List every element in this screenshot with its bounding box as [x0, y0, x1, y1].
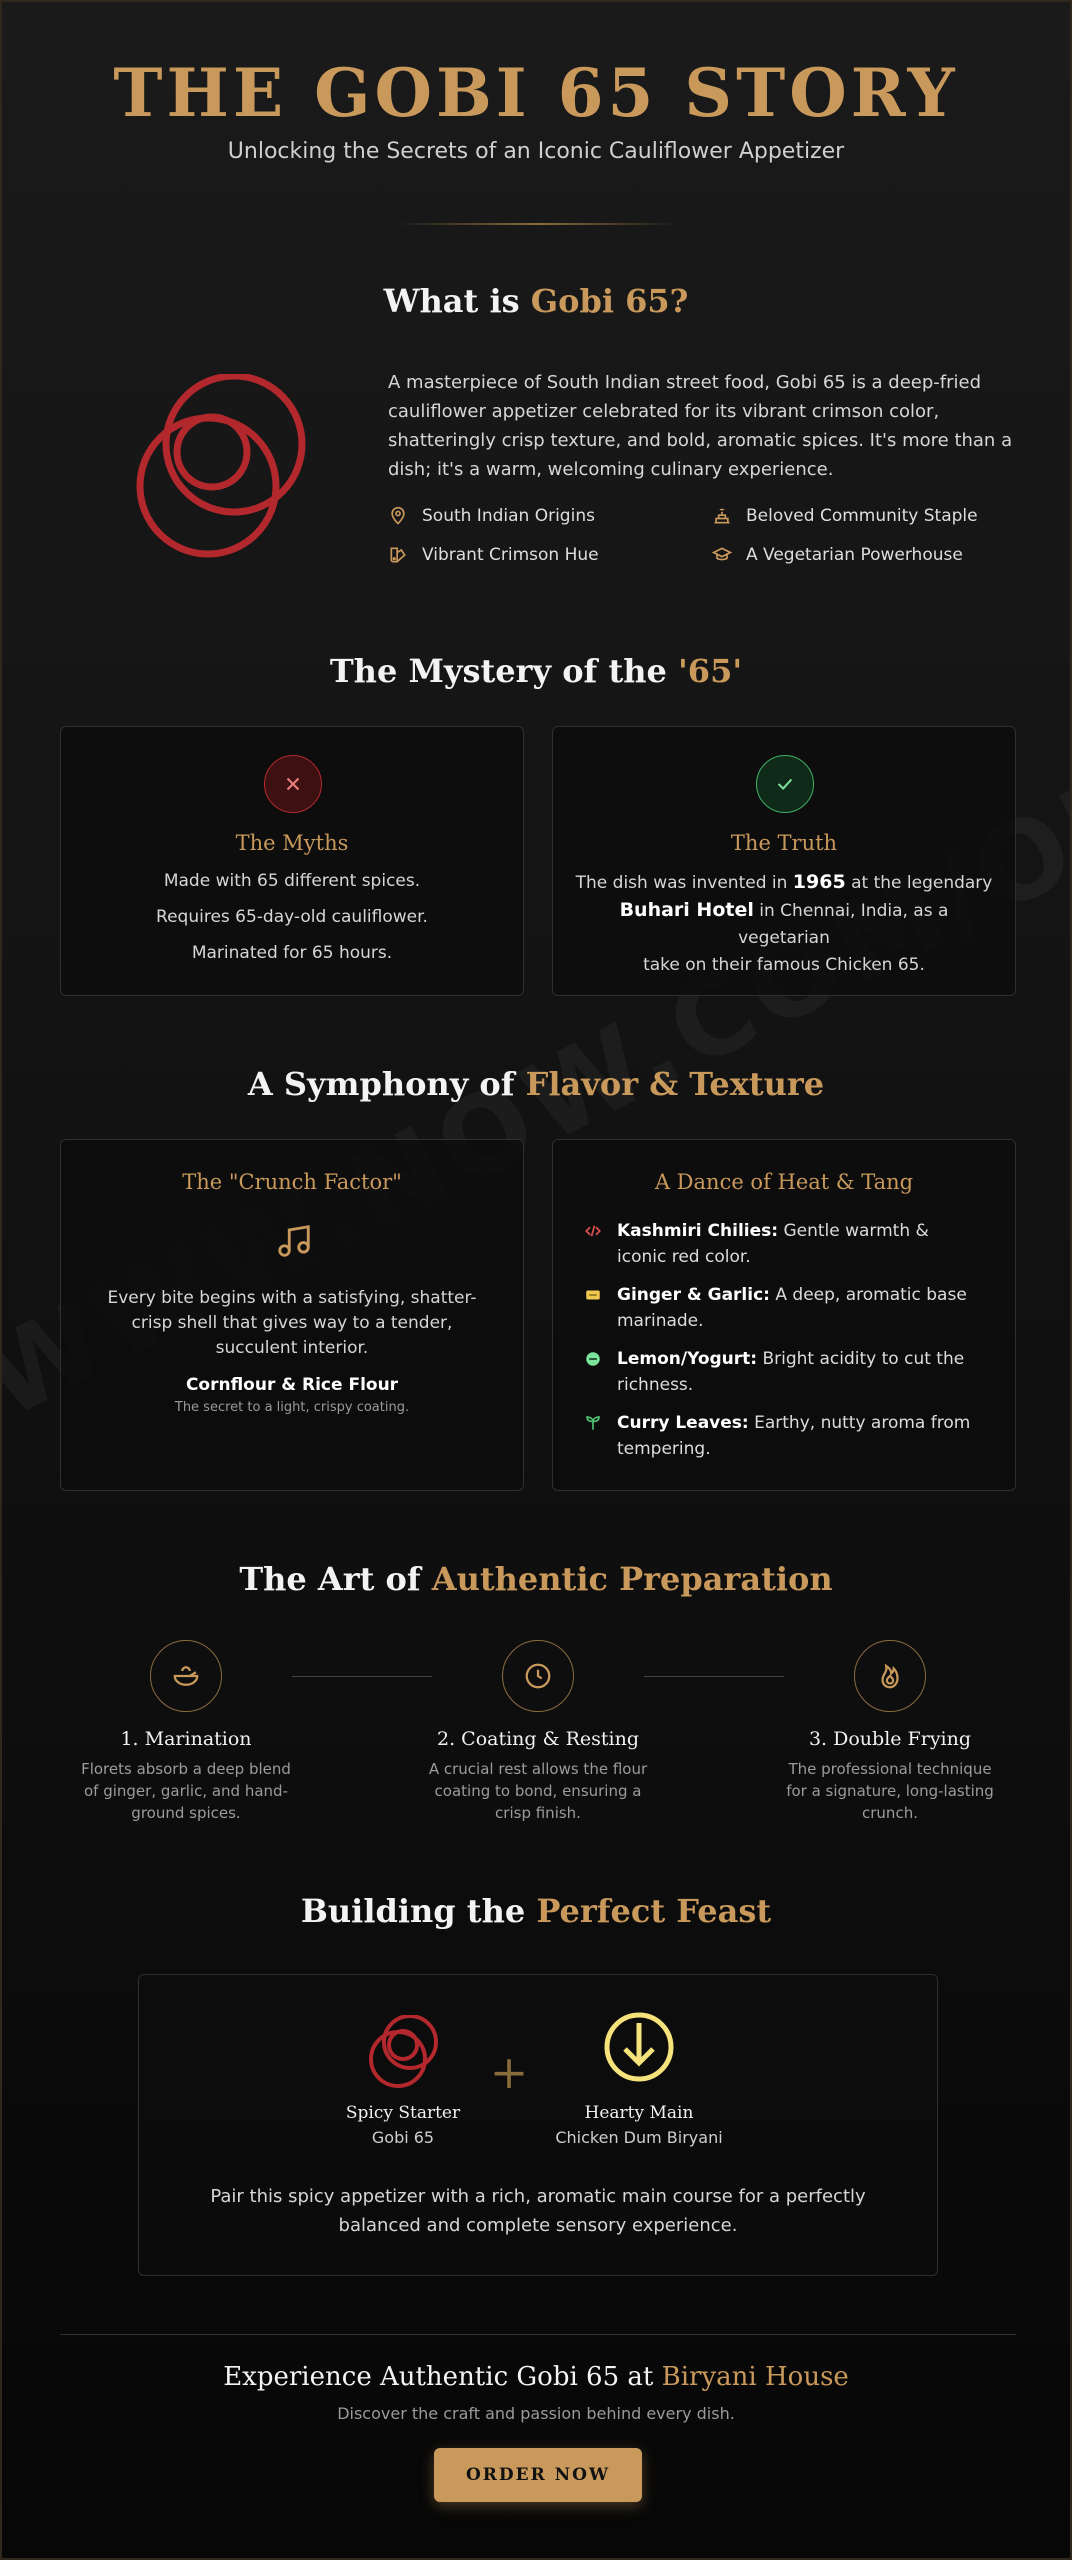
hero-subtitle: Unlocking the Secrets of an Iconic Cauliflower Appetizer [227, 139, 845, 164]
what-is-paragraph: A masterpiece of South Indian street food, Gobi 65 is a deep-fried cauliflower appetizer celebrated for its vibrant crimson color, shatteringly crisp texture, and bold, aromatic spices. It's more than a dish; it's a warm, welcoming culinary experience. [388, 372, 1013, 480]
leaf-sprout-icon [583, 1410, 603, 1436]
crunch-bold: Cornflour & Rice Flour [185, 1375, 399, 1395]
what-is-title-highlight: Gobi 65? [530, 282, 689, 320]
truth-year: 1965 [792, 871, 846, 893]
feature-vegetarian [712, 545, 963, 565]
truth-text-part: The dish was invented in [575, 873, 793, 893]
download-circle-icon [601, 2009, 677, 2085]
art-title-highlight: Authentic Preparation [431, 1560, 833, 1598]
step-desc: A crucial rest allows the flour coating to bond, ensuring a crisp finish. [428, 1760, 648, 1822]
truth-text-part: at the legendary [845, 873, 993, 893]
step-title: 2. Coating & Resting [437, 1728, 639, 1750]
lemon-icon [583, 1346, 603, 1372]
myth-item: Made with 65 different spices. [163, 871, 421, 891]
what-is-title [2, 282, 1070, 320]
feature-label: A Vegetarian Powerhouse [746, 545, 963, 565]
truth-text [553, 869, 1015, 979]
myth-item: Requires 65-day-old cauliflower. [156, 907, 428, 927]
graduation-cap-icon [712, 545, 732, 565]
close-icon [282, 773, 304, 795]
feature-label: Beloved Community Staple [746, 506, 978, 526]
ticket-icon [583, 1282, 603, 1308]
myth-item: Marinated for 65 hours. [191, 943, 393, 963]
plus-icon: + [489, 2045, 529, 2099]
step-connector [644, 1676, 784, 1677]
gobi-rings-icon [363, 2015, 443, 2091]
flavor-desc: Earthy, nutty aroma from tempering. [617, 1413, 971, 1459]
art-title [2, 1560, 1070, 1598]
feast-desc: Pair this spicy appetizer with a rich, aromatic main course for a perfectly balanced and complete sensory experience. [210, 2186, 866, 2236]
cta-title [2, 2362, 1070, 2392]
feast-title [2, 1892, 1070, 1930]
mystery-title [2, 652, 1070, 690]
heat-tang-title: A Dance of Heat & Tang [654, 1170, 914, 1194]
crunch-title: The "Crunch Factor" [182, 1170, 402, 1194]
frying-step-icon [854, 1640, 926, 1712]
art-title-prefix: The Art of [239, 1560, 432, 1598]
flavor-name: Kashmiri Chilies: [617, 1221, 779, 1241]
feast-card [138, 1974, 938, 2276]
step-title: 1. Marination [120, 1728, 252, 1750]
step-desc: The professional technique for a signature, long-lasting crunch. [786, 1760, 994, 1822]
feature-label: Vibrant Crimson Hue [422, 545, 599, 565]
clock-icon [523, 1661, 553, 1691]
myths-card [60, 726, 524, 996]
flavor-item-lemon-yogurt [583, 1346, 983, 1398]
heat-tang-card [552, 1139, 1016, 1491]
flavor-item-chilies [583, 1218, 983, 1270]
step-connector [292, 1676, 432, 1677]
flavor-item-ginger-garlic [583, 1282, 983, 1334]
flavor-name: Ginger & Garlic: [617, 1285, 770, 1305]
crunch-card [60, 1139, 524, 1491]
chili-code-icon [583, 1218, 603, 1244]
feast-title-prefix: Building the [300, 1892, 537, 1930]
cta-subtitle: Discover the craft and passion behind every dish. [337, 2404, 735, 2423]
truth-title: The Truth [730, 831, 838, 855]
map-pin-icon [388, 506, 408, 526]
flavor-desc: A deep, aromatic base marinade. [617, 1285, 967, 1331]
symphony-title [2, 1065, 1070, 1103]
what-is-title-prefix: What is [383, 282, 531, 320]
step-desc: Florets absorb a deep blend of ginger, garlic, and hand-ground spices. [81, 1760, 291, 1822]
feast-title-highlight: Perfect Feast [536, 1892, 772, 1930]
myth-badge [264, 755, 322, 813]
myths-title: The Myths [235, 831, 349, 855]
order-now-button[interactable]: ORDER NOW [434, 2448, 642, 2502]
truth-badge [756, 755, 814, 813]
main-name: Chicken Dum Biryani [555, 2128, 723, 2147]
truth-place: Buhari Hotel [619, 899, 754, 921]
step-title: 3. Double Frying [808, 1728, 972, 1750]
feature-south-indian-origins [388, 506, 595, 526]
feature-crimson-hue [388, 545, 599, 565]
main-label: Hearty Main [584, 2103, 694, 2123]
truth-card [552, 726, 1016, 996]
hero-title: THE GOBI 65 STORY [113, 54, 959, 132]
footer-divider [60, 2334, 1016, 2335]
marination-step-icon [150, 1640, 222, 1712]
truth-text-part: take on their famous Chicken 65. [643, 955, 925, 975]
flavor-desc: Bright acidity to cut the richness. [617, 1349, 965, 1395]
flavor-desc: Gentle warmth & iconic red color. [617, 1221, 929, 1267]
flame-icon [875, 1661, 905, 1691]
mystery-title-highlight: '65' [678, 652, 743, 690]
cta-title-highlight: Biryani House [661, 2362, 849, 2392]
mystery-title-prefix: The Mystery of the [329, 652, 678, 690]
community-icon [712, 506, 732, 526]
symphony-title-prefix: A Symphony of [247, 1065, 526, 1103]
color-swatch-icon [388, 545, 408, 565]
crunch-note: The secret to a light, crispy coating. [174, 1400, 410, 1415]
flavor-item-curry-leaves [583, 1410, 983, 1462]
flavor-name: Curry Leaves: [617, 1413, 749, 1433]
music-note-icon [275, 1222, 313, 1260]
feature-community-staple [712, 506, 978, 526]
flavor-name: Lemon/Yogurt: [617, 1349, 758, 1369]
bowl-icon [171, 1661, 201, 1691]
starter-label: Spicy Starter [345, 2103, 461, 2123]
cta-title-prefix: Experience Authentic Gobi 65 at [223, 2362, 662, 2392]
feature-label: South Indian Origins [422, 506, 595, 526]
crunch-desc: Every bite begins with a satisfying, shatter-crisp shell that gives way to a tender, succulent interior. [107, 1288, 477, 1358]
cauliflower-rings-icon [112, 374, 312, 564]
symphony-title-highlight: Flavor & Texture [525, 1065, 825, 1103]
checkmark-icon [774, 773, 796, 795]
truth-text-part: in Chennai, India, as a vegetarian [738, 901, 949, 948]
hero-divider [398, 223, 678, 225]
resting-step-icon [502, 1640, 574, 1712]
starter-name: Gobi 65 [371, 2128, 435, 2147]
